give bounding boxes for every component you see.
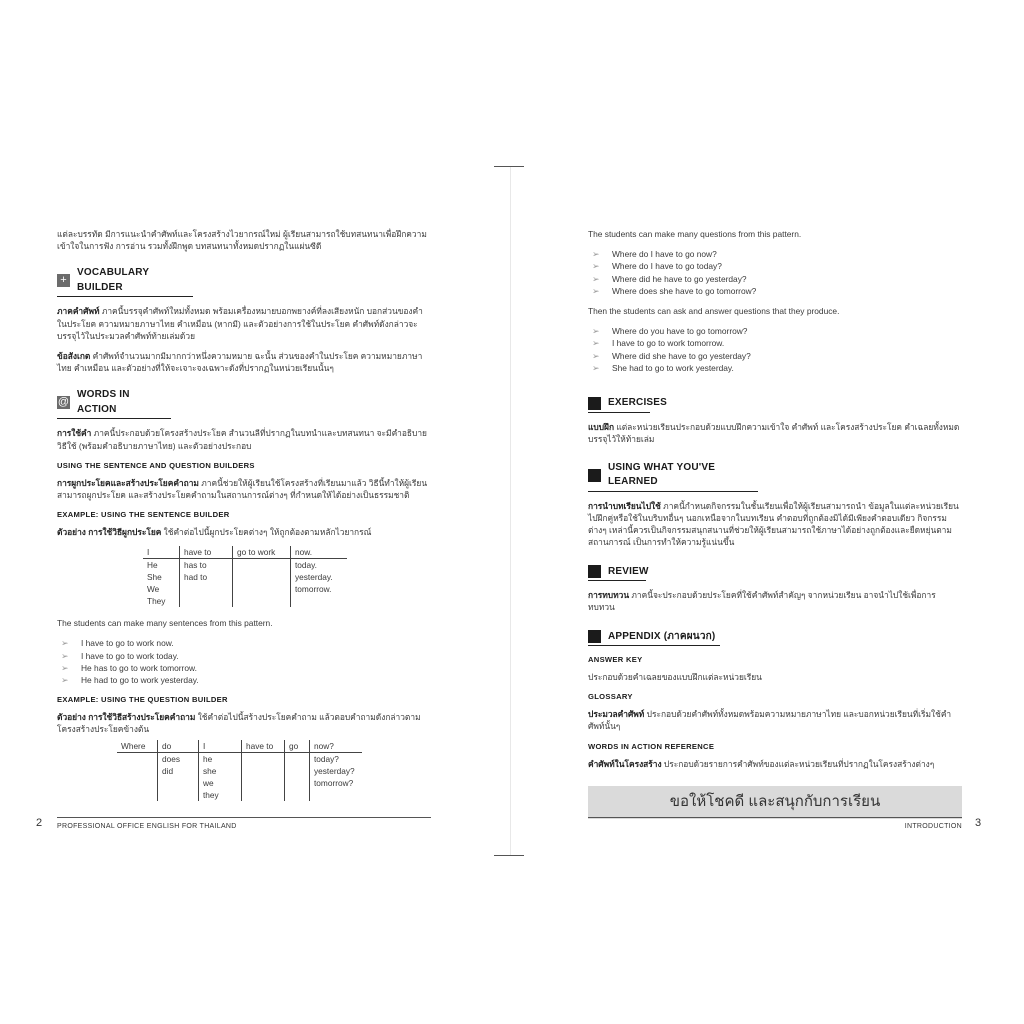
table-cell	[158, 777, 199, 789]
table-cell	[285, 789, 310, 801]
table-cell: now?	[310, 740, 363, 753]
list-item-text: Where did she have to go yesterday?	[612, 350, 751, 361]
table-cell	[285, 777, 310, 789]
list-item-text: I have to go to work now.	[81, 638, 174, 649]
bold-lead: การใช้คำ	[57, 428, 92, 439]
sentences-intro: The students can make many sentences from this pattern.	[57, 618, 273, 629]
vocabulary-builder-heading	[57, 266, 193, 297]
table-cell	[180, 583, 233, 595]
table-cell	[117, 765, 158, 777]
list-item-text: I have to go to work tomorrow.	[612, 338, 725, 349]
paragraph-text: แต่ละหน่วยเรียนประกอบด้วยแบบฝึกความเข้าใจ คำศัพท์ และโครงสร้างประโยค คำเฉลยทั้งหมดบรรจุไว้ให้ท้ายเล่ม	[588, 421, 960, 444]
list-item	[588, 260, 962, 272]
list-item-text: Where do I have to go today?	[612, 261, 722, 272]
table-cell: I	[143, 546, 180, 559]
question-builder-table	[117, 740, 362, 801]
table-cell	[285, 752, 310, 765]
list-item	[57, 674, 431, 686]
left-page	[57, 228, 431, 811]
bold-lead: การผูกประโยคและสร้างประโยคคำถาม	[57, 477, 199, 488]
page-number-left: 2	[36, 817, 43, 829]
arrow-bullet-icon: ➢	[61, 638, 69, 649]
table-cell: do	[158, 740, 199, 753]
review-paragraph	[588, 589, 962, 613]
table-cell	[117, 789, 158, 801]
list-item	[588, 362, 962, 374]
square-bullet-icon	[588, 565, 601, 578]
table-cell: They	[147, 596, 166, 607]
list-item-text: I have to go to work today.	[81, 650, 179, 661]
arrow-bullet-icon: ➢	[592, 273, 600, 284]
bold-lead: ตัวอย่าง การใช้วิธีสร้างประโยคคำถาม	[57, 712, 196, 723]
table-cell	[117, 777, 158, 789]
square-bullet-icon	[588, 397, 601, 410]
paragraph-text: ภาคนี้จะประกอบด้วยประโยคที่ใช้คำศัพท์สำคัญๆ จากหน่วยเรียน อาจนำไปใช้เพื่อการทบทวน	[588, 590, 936, 613]
table-cell: yesterday.	[291, 571, 348, 583]
list-item	[57, 650, 431, 662]
words-in-action-reference-subheading: WORDS IN ACTION REFERENCE	[588, 741, 715, 751]
gutter-line	[510, 166, 511, 856]
table-cell	[117, 752, 158, 765]
exercises-heading	[588, 396, 668, 413]
answer-key-subheading: ANSWER KEY	[588, 655, 643, 664]
list-item	[57, 637, 431, 649]
at-sign-icon: @	[57, 396, 70, 409]
paragraph-text: ประกอบด้วยคำศัพท์ทั้งหมดพร้อมความหมายภาษาไทย และบอกหน่วยเรียนที่เริ่มใช้คำศัพท์นั้นๆ	[588, 709, 952, 732]
table-cell	[233, 571, 291, 583]
table-cell: we	[199, 777, 242, 789]
table-cell	[242, 752, 285, 765]
bottom-crop-mark	[494, 855, 524, 856]
list-item	[588, 273, 962, 285]
section-title: EXERCISES	[608, 397, 668, 408]
table-cell: he	[199, 752, 242, 765]
subheading: EXAMPLE: USING THE QUESTION BUILDER	[57, 695, 228, 705]
arrow-bullet-icon: ➢	[592, 350, 600, 361]
table-cell: does	[158, 752, 199, 765]
footer-right: INTRODUCTION	[588, 817, 962, 832]
table-cell: go	[285, 740, 310, 753]
words-paragraph-2	[57, 477, 431, 501]
table-cell	[180, 595, 233, 607]
square-bullet-icon	[588, 630, 601, 643]
list-item-text: He had to go to work yesterday.	[81, 675, 199, 686]
section-title: APPENDIX (ภาคผนวก)	[608, 630, 716, 642]
bold-lead: ข้อสังเกต	[57, 350, 91, 361]
list-item-text: Where did he have to go yesterday?	[612, 273, 747, 284]
questions-intro: The students can make many questions from this pattern.	[588, 229, 802, 239]
answer-intro: Then the students can ask and answer questions that they produce.	[588, 306, 840, 316]
arrow-bullet-icon: ➢	[61, 662, 69, 673]
plus-icon: +	[57, 274, 70, 287]
answer-key-paragraph: ประกอบด้วยคำเฉลยของแบบฝึกแต่ละหน่วยเรียน	[588, 672, 762, 682]
appendix-heading	[588, 630, 720, 647]
glossary-subheading: GLOSSARY	[588, 692, 633, 702]
table-cell: tomorrow?	[310, 777, 363, 789]
bold-lead: การนำบทเรียนไปใช้	[588, 500, 661, 511]
bold-lead: แบบฝึก	[588, 421, 615, 432]
table-cell: she	[199, 765, 242, 777]
table-cell	[233, 583, 291, 595]
paragraph-text: ภาคนี้บรรจุคำศัพท์ใหม่ทั้งหมด พร้อมเครื่องหมายบอกพยางค์ที่ลงเสียงหนัก บอกส่วนของคำในประโยค ความหมายภาษาไทย คำเหมือน (หากมี) และตัวอย่างการใช้ในประโยค คำศัพท์ดังกล่าวจะบรรจุไว้ในประมวลคำศัพท์ท้ายเล่มด้วย	[57, 306, 423, 341]
table-cell: today.	[291, 559, 348, 572]
table-cell: I	[199, 740, 242, 753]
table-cell: they	[199, 789, 242, 801]
sentence-builder-table	[143, 546, 347, 607]
answer-list	[588, 325, 962, 374]
arrow-bullet-icon: ➢	[592, 326, 600, 337]
table-cell	[242, 777, 285, 789]
paragraph-text: ใช้คำต่อไปนี้สร้างประโยคคำถาม แล้วตอบคำถามดังกล่าวตามโครงสร้างประโยคข้างต้น	[57, 712, 421, 735]
table-cell: She	[147, 572, 162, 583]
list-item-text: Where do I have to go now?	[612, 249, 717, 260]
table-cell	[242, 765, 285, 777]
bold-lead: ตัวอย่าง การใช้วิธีผูกประโยค	[57, 527, 162, 538]
paragraph-text: ภาคนี้ช่วยให้ผู้เรียนใช้โครงสร้างที่เรียนมาแล้ว วิธีนี้ทำให้ผู้เรียนสามารถผูกประโยค และสร้างประโยคคำถามในสถานการณ์ต่างๆ ที่กำหนดให้ได้อย่างเป็นธรรมชาติ	[57, 477, 428, 500]
subheading: EXAMPLE: USING THE SENTENCE BUILDER	[57, 510, 230, 520]
arrow-bullet-icon: ➢	[592, 249, 600, 260]
table-cell	[242, 789, 285, 801]
square-bullet-icon	[588, 469, 601, 482]
arrow-bullet-icon: ➢	[61, 650, 69, 661]
bold-lead: ประมวลคำศัพท์	[588, 709, 645, 720]
exercises-paragraph	[588, 421, 962, 445]
arrow-bullet-icon: ➢	[61, 675, 69, 686]
table-cell: tomorrow.	[291, 583, 348, 595]
words-paragraph-5	[57, 711, 431, 735]
top-crop-mark	[494, 166, 524, 167]
arrow-bullet-icon: ➢	[592, 261, 600, 272]
list-item	[588, 350, 962, 362]
table-cell: has to	[180, 559, 233, 572]
arrow-bullet-icon: ➢	[592, 285, 600, 296]
words-in-action-heading	[57, 388, 171, 419]
list-item-text: Where do you have to go tomorrow?	[612, 326, 748, 337]
section-title: USING WHAT YOU'VE LEARNED	[608, 461, 716, 488]
table-cell	[285, 765, 310, 777]
closing-banner: ขอให้โชคดี และสนุกกับการเรียน	[588, 786, 962, 819]
list-item	[588, 248, 962, 260]
table-cell: He	[147, 560, 158, 571]
bold-lead: การทบทวน	[588, 590, 630, 601]
intro-paragraph: แต่ละบรรทัด มีการแนะนำคำศัพท์และโครงสร้างไวยากรณ์ใหม่ ผู้เรียนสามารถใช้บทสนทนาเพื่อฝึกความเข้าใจในการฟัง การอ่าน รวมทั้งฝึกพูด บทสนทนาทั้งหมดปรากฏในแผ่นซีดี	[57, 229, 427, 252]
bold-lead: คำศัพท์ในโครงสร้าง	[588, 758, 662, 769]
paragraph-text: ภาคนี้ประกอบด้วยโครงสร้างประโยค สำนวนลีที่ปรากฏในบทนำและบทสนทนา จะมีคำอธิบายวิธีใช้ (พร้อมคำอธิบายภาษาไทย) และตัวอย่างประกอบ	[57, 428, 427, 451]
page-number-right: 3	[975, 817, 982, 829]
table-cell: did	[158, 765, 199, 777]
words-paragraph-1	[57, 427, 431, 451]
table-cell	[310, 789, 363, 801]
list-item-text: She had to go to work yesterday.	[612, 362, 734, 373]
table-cell: now.	[291, 546, 348, 559]
table-cell: have to	[180, 546, 233, 559]
table-cell	[158, 789, 199, 801]
table-cell: had to	[180, 571, 233, 583]
list-item-text: Where does she have to go tomorrow?	[612, 285, 757, 296]
section-title: WORDS IN ACTION	[77, 389, 130, 415]
review-heading	[588, 565, 649, 582]
list-item	[588, 337, 962, 349]
section-title: VOCABULARY BUILDER	[77, 267, 150, 293]
table-cell: have to	[242, 740, 285, 753]
table-cell	[233, 559, 291, 572]
wiar-paragraph	[588, 758, 962, 770]
table-cell: Where	[117, 740, 158, 753]
list-item	[57, 662, 431, 674]
subheading: USING THE SENTENCE AND QUESTION BUILDERS	[57, 460, 255, 470]
paragraph-text: คำศัพท์จำนวนมากมีมากกว่าหนึ่งความหมาย ฉะนั้น ส่วนของคำในประโยค ความหมายภาษาไทย คำเหมือน และตัวอย่างที่ให้จะเจาะจงเฉพาะดังที่ปรากฏในหน่วยเรียนนั้นๆ	[57, 350, 423, 374]
paragraph-text: ภาคนี้กำหนดกิจกรรมในชั้นเรียนเพื่อให้ผู้เรียนสามารถนำ ข้อมูลในแต่ละหน่วยเรียนไปฝึกคู่หรือใช้ในบริบทอื่นๆ นอกเหนือจากในบทเรียน คำตอบที่ถูกต้องมิได้มีเพียงคำตอบเดียว กิจกรรมต่างๆ เหล่านี้ควรเป็นกิจกรรมสนุกสนานที่ช่วยให้ผู้เรียนสามารถใช้ภาษาได้อย่างถูกต้องและยืดหยุ่นตามสถานการณ์ เป็นการทำให้ความรู้แน่นขึ้น	[588, 500, 959, 548]
table-cell: We	[147, 584, 160, 595]
using-paragraph	[588, 500, 962, 549]
footer-left: PROFESSIONAL OFFICE ENGLISH FOR THAILAND	[57, 817, 431, 832]
arrow-bullet-icon: ➢	[592, 362, 600, 373]
table-cell: today?	[310, 752, 363, 765]
table-cell: yesterday?	[310, 765, 363, 777]
sentence-list	[57, 637, 431, 686]
glossary-paragraph	[588, 708, 962, 732]
table-cell: go to work	[233, 546, 291, 559]
bold-lead: ภาคคำศัพท์	[57, 306, 100, 317]
using-what-youve-learned-heading	[588, 461, 758, 492]
question-list	[588, 248, 962, 297]
list-item-text: He has to go to work tomorrow.	[81, 662, 197, 673]
paragraph-text: ใช้คำต่อไปนี้ผูกประโยคต่างๆ ให้ถูกต้องตามหลักไวยากรณ์	[161, 527, 372, 538]
words-paragraph-3	[57, 526, 431, 538]
vocab-paragraph-2	[57, 350, 431, 374]
paragraph-text: ประกอบด้วยรายการคำศัพท์ของแต่ละหน่วยเรียนที่ปรากฏในโครงสร้างต่างๆ	[661, 758, 935, 769]
arrow-bullet-icon: ➢	[592, 338, 600, 349]
list-item	[588, 285, 962, 297]
table-cell	[291, 595, 348, 607]
section-title: REVIEW	[608, 565, 649, 577]
right-page	[588, 228, 962, 819]
vocab-paragraph-1	[57, 305, 431, 342]
list-item	[588, 325, 962, 337]
table-cell	[233, 595, 291, 607]
